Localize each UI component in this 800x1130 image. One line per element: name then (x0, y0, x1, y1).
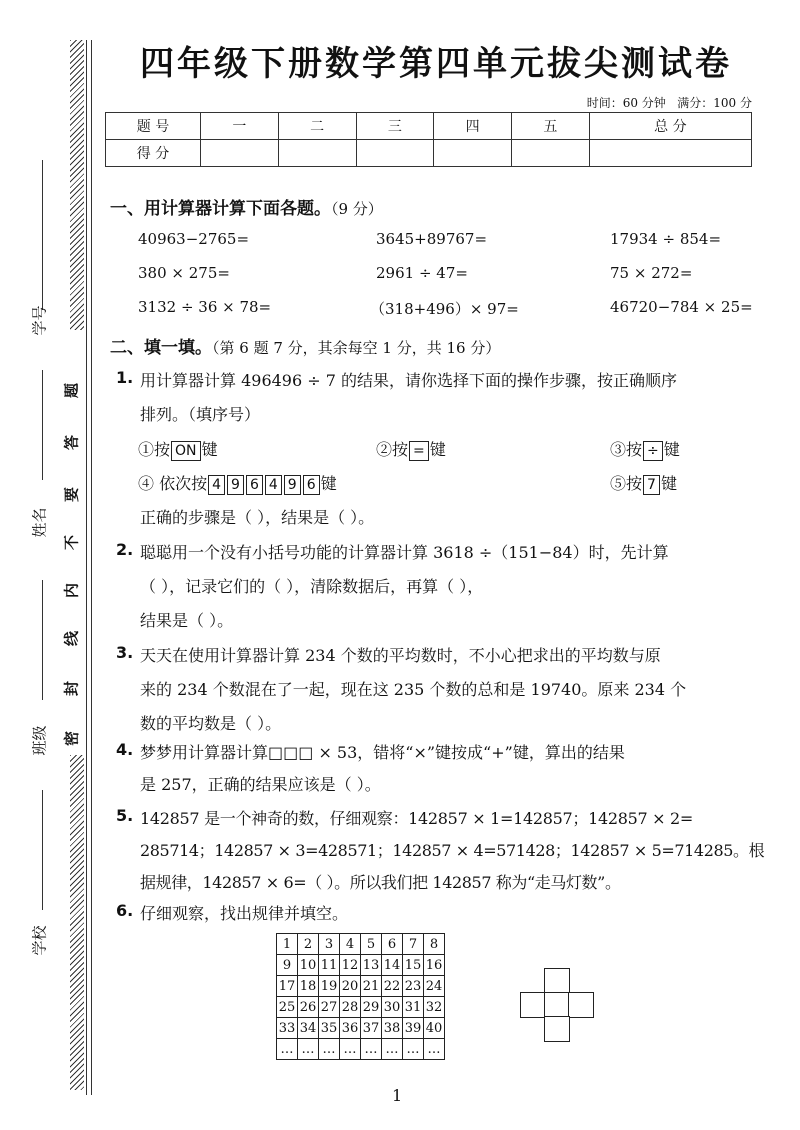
key-equals: = (409, 441, 429, 461)
exam-meta (587, 94, 752, 111)
q5-line: 142857 是一个神奇的数，仔细观察：142857 × 1=142857；142857 × 2= (140, 809, 694, 828)
score-cell[interactable] (201, 140, 279, 167)
cross-shape (520, 968, 616, 1040)
grid-row (277, 934, 445, 955)
seal-char-6: 线 (62, 631, 81, 647)
score-cell[interactable] (512, 140, 590, 167)
key-seven: 7 (643, 475, 660, 495)
school-line[interactable] (42, 790, 43, 910)
q1-option-1 (138, 437, 218, 461)
seal-char-4: 不 (62, 535, 81, 551)
grid-cell: 23 (403, 976, 424, 997)
student-id-label: 学号 (30, 305, 49, 336)
option-text: 键 (201, 440, 218, 459)
q1-number: 1. (116, 368, 134, 387)
q1-line: 排列。（填序号） (140, 405, 261, 424)
calc-item: 3132 ÷ 36 × 78= (138, 298, 272, 316)
grid-cell: … (340, 1039, 361, 1060)
score-col-header: 题 号 (106, 113, 201, 140)
q5-line: 285714；142857 × 3=428571；142857 × 4=571428；142857 × 5=714285。根 (140, 841, 765, 860)
grid-cell: 11 (319, 955, 340, 976)
grid-cell: 7 (403, 934, 424, 955)
seal-char-8: 密 (62, 731, 81, 747)
hatch-strip-bottom (70, 755, 84, 1090)
q2-line[interactable]: 结果是（ ）。 (140, 611, 234, 630)
grid-cell: 25 (277, 997, 298, 1018)
option-text: 键 (663, 440, 680, 459)
grid-cell: 19 (319, 976, 340, 997)
calc-item: 75 × 272= (610, 264, 693, 282)
grid-cell: … (298, 1039, 319, 1060)
grid-cell: 5 (361, 934, 382, 955)
grid-cell: 26 (298, 997, 319, 1018)
option-text: ⑤按 (610, 474, 643, 493)
key-digit: 9 (284, 475, 301, 495)
grid-cell: 14 (382, 955, 403, 976)
grid-cell: … (277, 1039, 298, 1060)
section-1-heading (110, 194, 383, 219)
grid-cell: … (382, 1039, 403, 1060)
calc-item: 380 × 275= (138, 264, 230, 282)
q1-option-2 (376, 437, 446, 461)
grid-cell: 20 (340, 976, 361, 997)
score-col-header: 总 分 (589, 113, 751, 140)
margin-rule-inner (91, 40, 92, 1095)
option-text: ③按 (610, 440, 643, 459)
option-text: 键 (429, 440, 446, 459)
grid-cell: 6 (382, 934, 403, 955)
score-col-header: 一 (201, 113, 279, 140)
grid-cell: 1 (277, 934, 298, 955)
q4-line[interactable]: 是 257，正确的结果应该是（ ）。 (140, 775, 381, 794)
grid-cell: 31 (403, 997, 424, 1018)
grid-row (277, 976, 445, 997)
option-text: ②按 (376, 440, 409, 459)
name-label: 姓名 (30, 507, 49, 538)
score-table-header (106, 113, 752, 140)
page-title: 四年级下册数学第四单元拔尖测试卷 (140, 44, 732, 84)
q3-line[interactable]: 数的平均数是（ ）。 (140, 714, 282, 733)
q2-line: 聪聪用一个没有小括号功能的计算器计算 3618 ÷（151−84）时，先计算 (140, 543, 669, 562)
score-cell[interactable] (356, 140, 434, 167)
grid-cell: … (361, 1039, 382, 1060)
score-col-header: 三 (356, 113, 434, 140)
seal-char-1: 题 (62, 383, 81, 399)
seal-char-2: 答 (62, 435, 81, 451)
key-divide: ÷ (643, 441, 663, 461)
time-limit: 时间：60 分钟 (586, 96, 666, 110)
q1-line: 用计算器计算 496496 ÷ 7 的结果，请你选择下面的操作步骤，按正确顺序 (140, 371, 678, 390)
page-number: 1 (392, 1086, 403, 1105)
score-col-header: 四 (434, 113, 512, 140)
grid-cell: 18 (298, 976, 319, 997)
grid-cell: 12 (340, 955, 361, 976)
q4-line: 梦梦用计算器计算□□□ × 53，错将“×”键按成“+”键，算出的结果 (140, 743, 625, 762)
margin-rule (86, 40, 87, 1095)
grid-cell: 22 (382, 976, 403, 997)
number-grid (276, 933, 445, 1060)
grid-row (277, 997, 445, 1018)
option-text: 键 (320, 474, 337, 493)
grid-cell: 29 (361, 997, 382, 1018)
calc-item: 40963−2765= (138, 230, 250, 248)
q2-line[interactable]: （ ），记录它们的（ ），清除数据后，再算（ ）， (140, 577, 484, 596)
q6-number: 6. (116, 901, 134, 920)
grid-cell: 33 (277, 1018, 298, 1039)
cross-cell (520, 992, 546, 1018)
grid-cell: 36 (340, 1018, 361, 1039)
q4-number: 4. (116, 740, 134, 759)
grid-cell: 2 (298, 934, 319, 955)
q6-line: 仔细观察，找出规律并填空。 (140, 904, 349, 923)
grid-cell: 34 (298, 1018, 319, 1039)
grid-cell: 35 (319, 1018, 340, 1039)
cross-cell (544, 992, 570, 1018)
full-score: 满分：100 分 (677, 96, 752, 110)
q3-number: 3. (116, 643, 134, 662)
class-label: 班级 (30, 725, 49, 756)
grid-cell: 38 (382, 1018, 403, 1039)
calc-item: 46720−784 × 25= (610, 298, 753, 316)
calc-item: （318+496）× 97= (370, 300, 519, 318)
section-1-points: （9 分） (331, 200, 383, 218)
q1-option-4 (138, 471, 337, 495)
cross-cell (568, 992, 594, 1018)
calc-item: 17934 ÷ 854= (610, 230, 722, 248)
grid-cell: … (403, 1039, 424, 1060)
key-digit: 9 (227, 475, 244, 495)
grid-cell: 10 (298, 955, 319, 976)
grid-row (277, 955, 445, 976)
grid-cell: 9 (277, 955, 298, 976)
grid-cell: 16 (424, 955, 445, 976)
hatch-strip-top (70, 40, 84, 330)
option-text: ①按 (138, 440, 171, 459)
q5-line[interactable]: 据规律，142857 × 6=（ ）。所以我们把 142857 称为“走马灯数”。 (140, 873, 621, 892)
key-digit: 6 (246, 475, 263, 495)
grid-row (277, 1018, 445, 1039)
score-cell[interactable] (589, 140, 751, 167)
grid-cell: 4 (340, 934, 361, 955)
cross-cell (544, 1016, 570, 1042)
school-label: 学校 (30, 925, 49, 956)
q1-answer-line[interactable]: 正确的步骤是（ ），结果是（ ）。 (140, 508, 375, 527)
grid-cell: 37 (361, 1018, 382, 1039)
seal-char-3: 要 (62, 487, 81, 503)
score-table-row (106, 140, 752, 167)
score-col-header: 五 (512, 113, 590, 140)
grid-row (277, 1039, 445, 1060)
grid-cell: 3 (319, 934, 340, 955)
option-text: 键 (660, 474, 677, 493)
calc-item: 3645+89767= (376, 230, 488, 248)
grid-cell: 24 (424, 976, 445, 997)
grid-cell: 40 (424, 1018, 445, 1039)
grid-cell: 15 (403, 955, 424, 976)
key-on: ON (171, 441, 201, 461)
grid-cell: 17 (277, 976, 298, 997)
calc-item: 2961 ÷ 47= (376, 264, 468, 282)
grid-cell: 30 (382, 997, 403, 1018)
class-line[interactable] (42, 580, 43, 700)
seal-char-7: 封 (62, 681, 81, 697)
student-id-line[interactable] (42, 160, 43, 310)
q3-line: 天天在使用计算器计算 234 个数的平均数时，不小心把求出的平均数与原 (140, 646, 661, 665)
name-line[interactable] (42, 370, 43, 480)
section-2-points: （第 6 题 7 分，其余每空 1 分，共 16 分） (212, 339, 501, 357)
key-digit: 4 (208, 475, 225, 495)
score-col-header: 二 (278, 113, 356, 140)
grid-cell: 21 (361, 976, 382, 997)
score-cell[interactable] (434, 140, 512, 167)
grid-cell: 27 (319, 997, 340, 1018)
grid-cell: 28 (340, 997, 361, 1018)
section-1-title: 一、用计算器计算下面各题。 (110, 199, 331, 219)
section-2-heading (110, 333, 500, 358)
score-cell[interactable] (278, 140, 356, 167)
grid-cell: 8 (424, 934, 445, 955)
seal-char-5: 内 (62, 583, 81, 599)
q3-line: 来的 234 个数混在了一起，现在这 235 个数的总和是 19740。原来 234 个 (140, 680, 687, 699)
cross-cell (544, 968, 570, 994)
q1-option-3 (610, 437, 680, 461)
grid-cell: … (424, 1039, 445, 1060)
section-2-title: 二、填一填。 (110, 338, 212, 358)
grid-cell: 13 (361, 955, 382, 976)
key-digit: 4 (265, 475, 282, 495)
q1-option-5 (610, 471, 677, 495)
score-row-label: 得 分 (106, 140, 201, 167)
grid-cell: … (319, 1039, 340, 1060)
key-digit: 6 (303, 475, 320, 495)
q5-number: 5. (116, 806, 134, 825)
grid-cell: 32 (424, 997, 445, 1018)
score-table (105, 112, 752, 167)
option-text: ④ 依次按 (138, 474, 208, 493)
q2-number: 2. (116, 540, 134, 559)
grid-cell: 39 (403, 1018, 424, 1039)
